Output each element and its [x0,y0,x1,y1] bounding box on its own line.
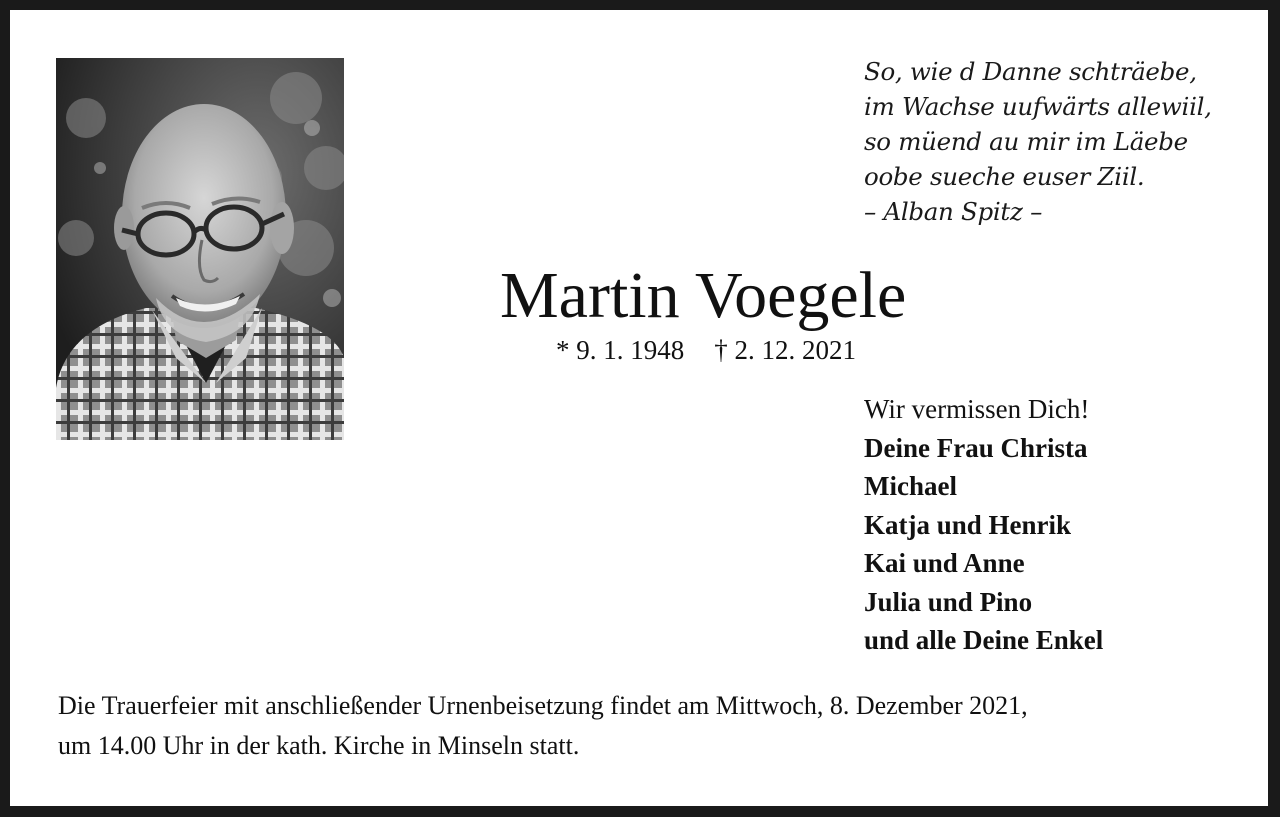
ceremony-notice [58,686,1258,766]
mourner-2: Michael [864,471,957,501]
poem-line-2: im Wachse uufwärts allewiil, [864,92,1212,121]
obituary-card [10,10,1268,806]
mourner-1: Deine Frau Christa [864,432,1088,463]
portrait-photo [56,58,344,440]
mourners [864,390,1103,660]
mourner-5: Julia und Pino [864,586,1033,617]
poem-line-4: oobe sueche euser Ziil. [864,162,1145,191]
poem-line-3: so müend au mir im Läebe [864,127,1188,156]
death-date: † 2. 12. 2021 [714,335,856,365]
mourner-4: Kai und Anne [864,548,1025,578]
birth-date: * 9. 1. 1948 [556,335,685,365]
ceremony-line-2: um 14.00 Uhr in der kath. Kirche in Minseln statt. [58,731,580,760]
mourner-3: Katja und Henrik [864,509,1072,540]
poem-author: – Alban Spitz – [864,197,1043,226]
mourners-lead: Wir vermissen Dich! [864,394,1090,424]
ceremony-line-1: Die Trauerfeier mit anschließender Urnenbeisetzung findet am Mittwoch, 8. Dezember 2021, [58,691,1028,720]
poem-line-1: So, wie d Danne schträebe, [864,57,1197,86]
mourner-6: und alle Deine Enkel [864,625,1104,655]
deceased-name: Martin Voegele [500,259,907,332]
life-dates [556,332,856,368]
poem [864,54,1254,229]
